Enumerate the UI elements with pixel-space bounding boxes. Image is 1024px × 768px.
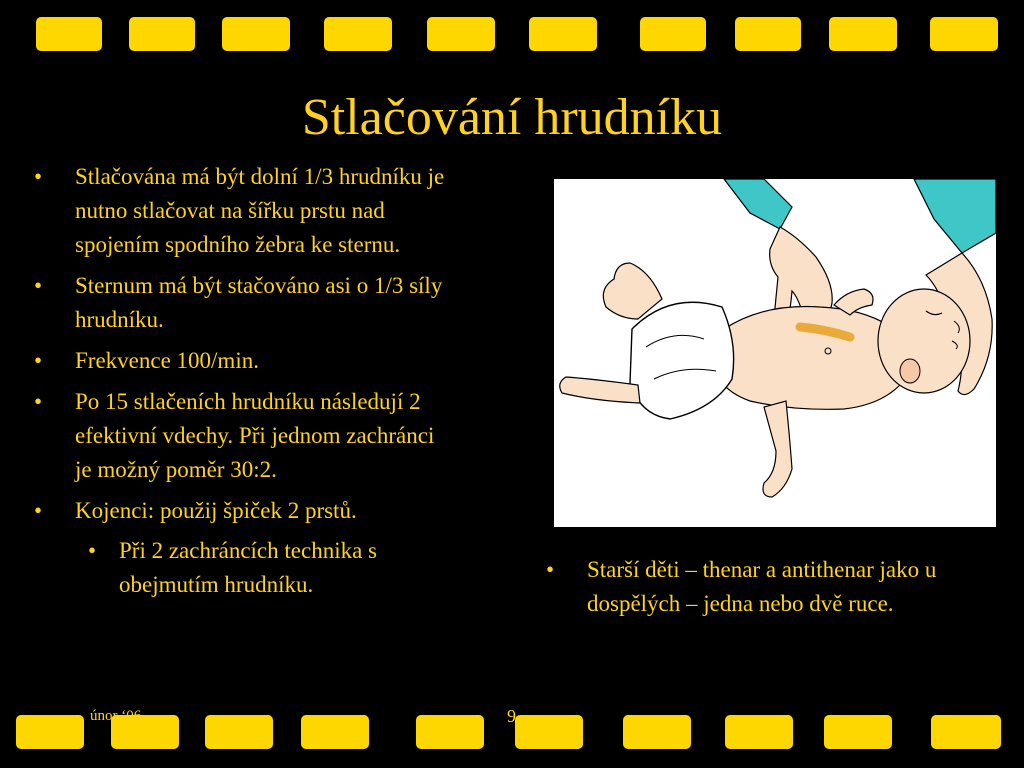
film-hole [222, 17, 290, 51]
film-hole [129, 17, 195, 51]
film-hole [515, 715, 583, 749]
film-hole [640, 17, 706, 51]
film-hole [205, 715, 273, 749]
film-hole [16, 715, 84, 749]
film-hole [735, 17, 801, 51]
film-strip-top [0, 17, 1024, 53]
film-hole [301, 715, 369, 749]
sub-bullet-item: • Při 2 zachráncích technika s obejmutím hrudníku. [75, 534, 450, 602]
film-hole [623, 715, 691, 749]
slide-title: Stlačování hrudníku [301, 89, 723, 146]
infant-chest-compression-illustration [554, 179, 996, 527]
sub-bullet-list [75, 534, 450, 602]
bullet-item: • Stlačována má být dolní 1/3 hrudníku je nutno stlačovat na šířku prstu nad spojením spodního žebra ke sternu. [30, 160, 450, 262]
bullet-item: • Frekvence 100/min. [30, 344, 450, 378]
film-hole [824, 715, 892, 749]
bullet-item-text: Kojenci: použij špiček 2 prstů. [75, 498, 357, 523]
film-hole [416, 715, 484, 749]
film-hole [427, 17, 495, 51]
footer-date: únor ‘06 [90, 708, 142, 724]
bullet-item-with-sublist [30, 494, 450, 602]
right-bullet-list [542, 553, 962, 628]
footer-page-number: 9 [507, 706, 516, 726]
bullet-item: • Starší děti – thenar a antithenar jako u dospělých – jedna nebo dvě ruce. [542, 553, 962, 621]
film-hole [829, 17, 897, 51]
film-hole [529, 17, 597, 51]
bullet-item: • Sternum má být stačováno asi o 1/3 síly hrudníku. [30, 269, 450, 337]
film-hole [725, 715, 793, 749]
film-hole [931, 715, 1001, 749]
bullet-item: • Po 15 stlačeních hrudníku následují 2 efektivní vdechy. Při jednom zachránci je možný poměr 30:2. [30, 385, 450, 487]
film-hole [930, 17, 998, 51]
film-hole [324, 17, 392, 51]
film-hole [36, 17, 102, 51]
left-bullet-list [30, 160, 450, 609]
